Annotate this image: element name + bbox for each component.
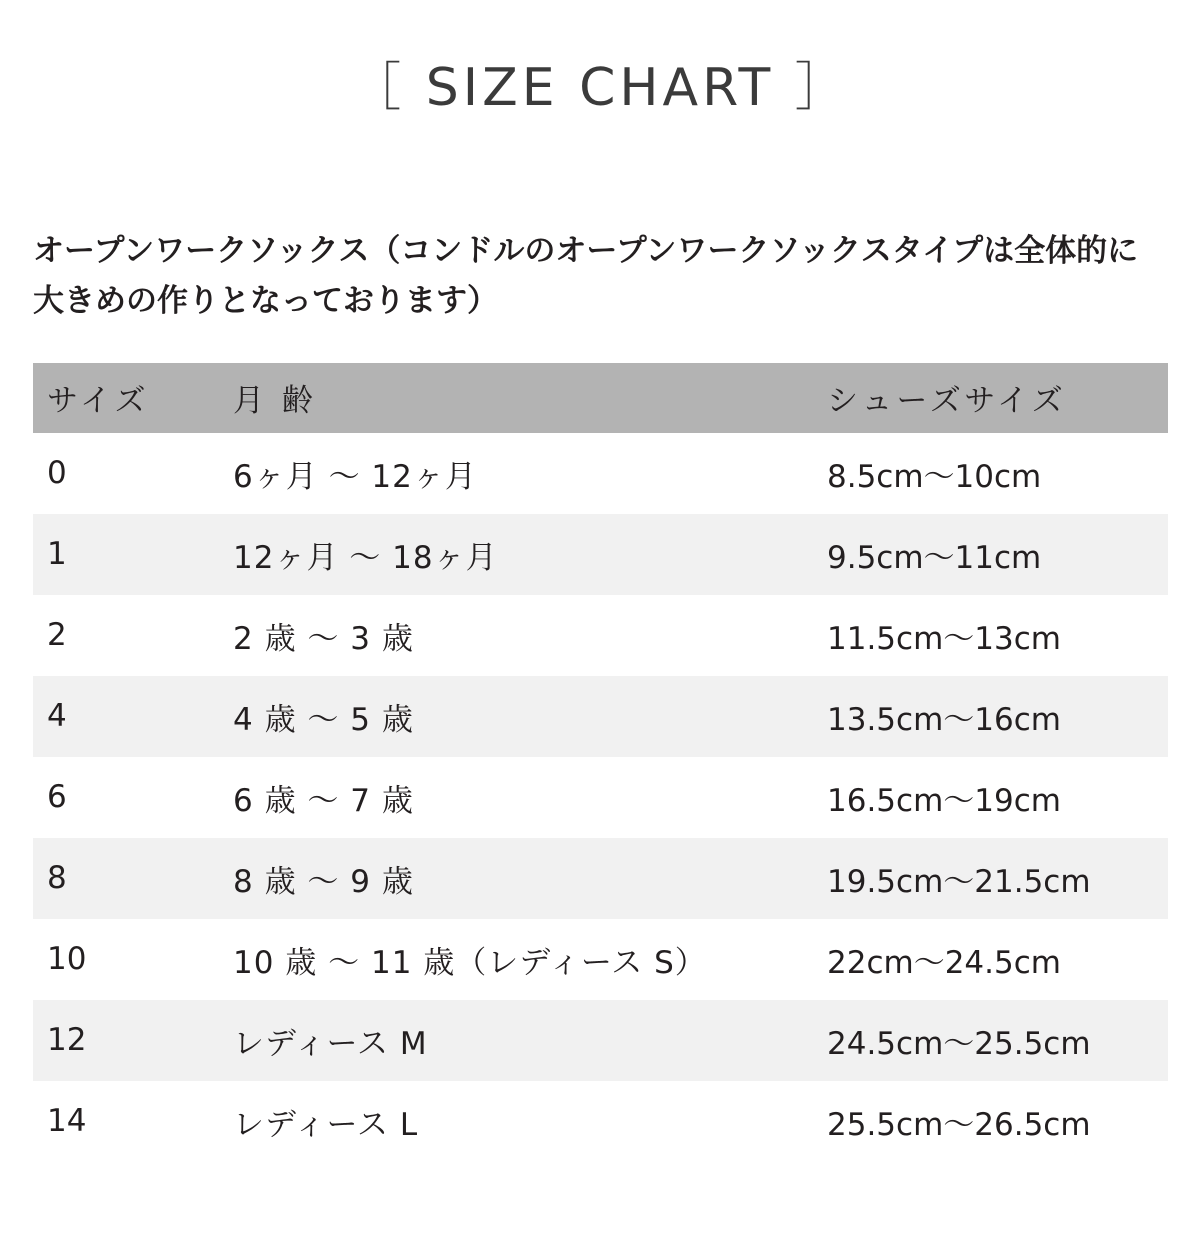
cell-age: 12ヶ月 〜 18ヶ月 [219, 514, 813, 595]
column-header-shoe-size: シューズサイズ [813, 363, 1168, 433]
cell-shoe-size: 25.5cm〜26.5cm [813, 1081, 1168, 1162]
cell-size: 6 [33, 757, 219, 838]
table-row [33, 433, 1168, 514]
cell-shoe-size: 9.5cm〜11cm [813, 514, 1168, 595]
size-chart-table [33, 363, 1168, 1162]
cell-size: 2 [33, 595, 219, 676]
cell-size: 8 [33, 838, 219, 919]
table-row [33, 919, 1168, 1000]
cell-size: 10 [33, 919, 219, 1000]
cell-shoe-size: 11.5cm〜13cm [813, 595, 1168, 676]
column-header-size: サイズ [33, 363, 219, 433]
cell-size: 12 [33, 1000, 219, 1081]
cell-shoe-size: 16.5cm〜19cm [813, 757, 1168, 838]
cell-age: 6 歳 〜 7 歳 [219, 757, 813, 838]
table-body [33, 433, 1168, 1162]
cell-shoe-size: 22cm〜24.5cm [813, 919, 1168, 1000]
cell-shoe-size: 19.5cm〜21.5cm [813, 838, 1168, 919]
cell-size: 14 [33, 1081, 219, 1162]
size-chart-page [0, 45, 1200, 1245]
cell-age: レディース L [219, 1081, 813, 1162]
cell-shoe-size: 13.5cm〜16cm [813, 676, 1168, 757]
table-row [33, 1081, 1168, 1162]
table-row [33, 595, 1168, 676]
table-row [33, 514, 1168, 595]
cell-age: レディース M [219, 1000, 813, 1081]
cell-age: 4 歳 〜 5 歳 [219, 676, 813, 757]
page-title: ［ SIZE CHART ］ [349, 58, 851, 118]
cell-age: 6ヶ月 〜 12ヶ月 [219, 433, 813, 514]
table-row [33, 1000, 1168, 1081]
cell-size: 4 [33, 676, 219, 757]
cell-age: 10 歳 〜 11 歳（レディース S） [219, 919, 813, 1000]
cell-age: 2 歳 〜 3 歳 [219, 595, 813, 676]
cell-age: 8 歳 〜 9 歳 [219, 838, 813, 919]
cell-shoe-size: 8.5cm〜10cm [813, 433, 1168, 514]
column-header-age: 月 齢 [219, 363, 813, 433]
table-row [33, 757, 1168, 838]
cell-size: 1 [33, 514, 219, 595]
cell-shoe-size: 24.5cm〜25.5cm [813, 1000, 1168, 1081]
cell-size: 0 [33, 433, 219, 514]
product-description: オープンワークソックス（コンドルのオープンワークソックスタイプは全体的に大きめの作りとなっております） [33, 233, 1139, 319]
table-row [33, 838, 1168, 919]
table-row [33, 676, 1168, 757]
table-header-row [33, 363, 1168, 433]
